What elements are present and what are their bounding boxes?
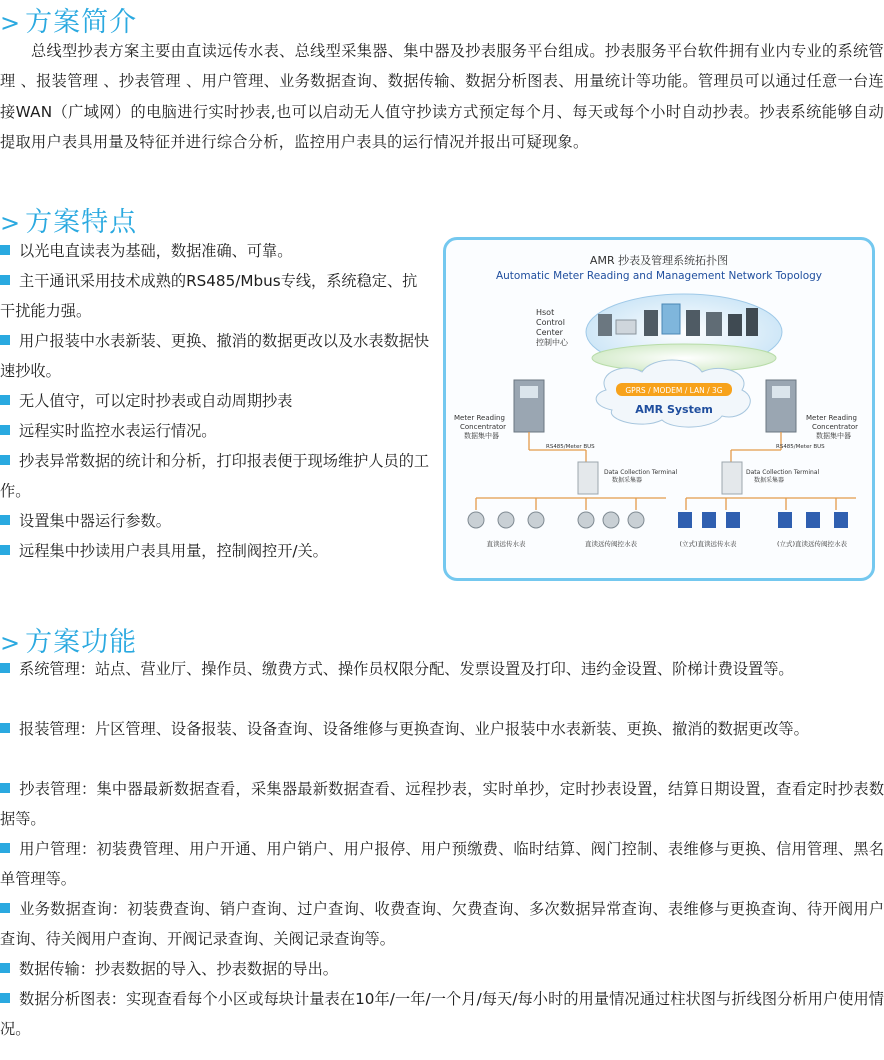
square-bullet-icon [0,275,10,285]
square-bullet-icon [0,245,10,255]
meter-label: 直读远传阀控水表 [585,540,637,548]
functions-title: 方案功能 [25,627,138,658]
feature-item [0,236,432,266]
function-item [0,834,884,894]
feature-item [0,326,432,386]
function-item [0,984,884,1044]
meter-label: (立式)直读远传阀控水表 [776,540,848,548]
feature-text: 设置集中器运行参数。 [19,512,171,530]
diagram-title-cn: AMR 抄表及管理系统拓扑图 [589,254,729,267]
chevron-right-icon: > [0,629,22,657]
network-label: GPRS / MODEM / LAN / 3G [625,386,723,395]
server-icon [686,310,700,336]
square-bullet-icon [0,335,10,345]
meter-label: 直读远传水表 [486,540,526,548]
feature-text: 远程集中抄读用户表具用量，控制阀控开/关。 [19,542,328,560]
intro-paragraph: 总线型抄表方案主要由直读远传水表、总线型采集器、集中器及抄表服务平台组成。抄表服务平台软件拥有业内专业的系统管理 、报装管理 、抄表管理 、用户管理、业务数据查询、数据传输、数据分析图表、用量统计等功能。管理员可以通过任意一台连接WAN（广域网）的电脑进行实时抄表,也可以启动无人值守抄读方式预定每个月、每天或每个小时自动抄表。抄表系统能够自动提取用户表具用量及特征并进行综合分析，监控用户表具的运行情况并报出可疑现象。 [0,42,884,152]
terminal-left-label: Data Collection Terminal 数据采集器 [604,469,678,484]
square-bullet-icon [0,903,10,913]
feature-text: 抄表异常数据的统计和分析，打印报表便于现场维护人员的工作。 [0,452,430,500]
feature-text: 远程实时监控水表运行情况。 [19,422,217,440]
intro-heading [0,0,138,38]
collection-terminal-right [722,462,742,494]
feature-text: 用户报装中水表新装、更换、撤消的数据更改以及水表数据快速抄收。 [0,332,430,380]
collection-terminal-left [578,462,598,494]
square-bullet-icon [0,783,10,793]
feature-text: 以光电直读表为基础，数据准确、可靠。 [19,242,293,260]
function-text: 业务数据查询：初装费查询、销户查询、过户查询、收费查询、欠费查询、多次数据异常查询、表维修与更换查询、待开阀用户查询、待关阀用户查询、开阀记录查询、关阀记录查询等。 [0,900,884,948]
square-bullet-icon [0,425,10,435]
concentrator-right-label: Meter Reading Concentrator 数据集中器 [806,414,859,440]
square-bullet-icon [0,455,10,465]
functions-heading [0,620,138,658]
water-meter-icons [468,512,848,528]
features-heading [0,200,138,238]
square-bullet-icon [0,993,10,1003]
bus-label: RS485/Meter BUS [546,444,595,450]
concentrator-screen [772,386,790,398]
concentrator-left-label: Meter Reading Concentrator 数据集中器 [454,414,507,440]
workstation-icon [616,320,636,334]
function-item [0,954,884,984]
feature-item [0,266,432,326]
bus-label: RS485/Meter BUS [776,444,825,450]
amr-system-label: AMR System [635,403,713,416]
function-text: 报装管理：片区管理、设备报装、设备查询、设备维修与更换查询、业户报装中水表新装、更换、撤消的数据更改等。 [19,720,809,738]
monitor-icon [662,304,680,334]
square-bullet-icon [0,395,10,405]
meter-label: (立式)直读远传水表 [679,540,737,548]
intro-title: 方案简介 [25,7,138,38]
function-text: 数据传输：抄表数据的导入、抄表数据的导出。 [19,960,338,978]
function-text: 用户管理：初装费管理、用户开通、用户销户、用户报停、用户预缴费、临时结算、阀门控制、表维修与更换、信用管理、黑名单管理等。 [0,840,884,888]
topology-diagram [443,237,875,581]
feature-text: 无人值守，可以定时抄表或自动周期抄表 [19,392,293,410]
function-item [0,714,884,744]
server-icon [746,308,758,336]
server-icon [728,314,742,336]
square-bullet-icon [0,723,10,733]
square-bullet-icon [0,545,10,555]
square-bullet-icon [0,663,10,673]
chevron-right-icon: > [0,209,22,237]
feature-item [0,386,432,416]
diagram-title-en: Automatic Meter Reading and Management Network Topology [495,270,823,282]
function-text: 系统管理：站点、营业厅、操作员、缴费方式、操作员权限分配、发票设置及打印、违约金设置、阶梯计费设置等。 [19,660,794,678]
server-icon [706,312,722,336]
chevron-right-icon: > [0,9,22,37]
feature-item [0,446,432,506]
function-text: 数据分析图表：实现查看每个小区或每块计量表在10年/一年/一个月/每天/每小时的用量情况通过柱状图与折线图分析用户使用情况。 [0,990,884,1038]
function-text: 抄表管理：集中器最新数据查看，采集器最新数据查看、远程抄表，实时单抄，定时抄表设置，结算日期设置，查看定时抄表数据等。 [0,780,884,828]
feature-item [0,506,432,536]
server-icon [644,310,658,336]
feature-item [0,536,432,566]
server-icon [598,314,612,336]
function-item [0,774,884,834]
control-center-label: Hsot Control Center 控制中心 [536,308,568,347]
concentrator-screen [520,386,538,398]
function-item [0,894,884,954]
features-title: 方案特点 [25,207,138,238]
square-bullet-icon [0,515,10,525]
square-bullet-icon [0,963,10,973]
terminal-right-label: Data Collection Terminal 数据采集器 [746,469,820,484]
feature-text: 主干通讯采用技术成熟的RS485/Mbus专线，系统稳定、抗干扰能力强。 [0,272,418,320]
square-bullet-icon [0,843,10,853]
feature-item [0,416,432,446]
function-item [0,654,884,684]
